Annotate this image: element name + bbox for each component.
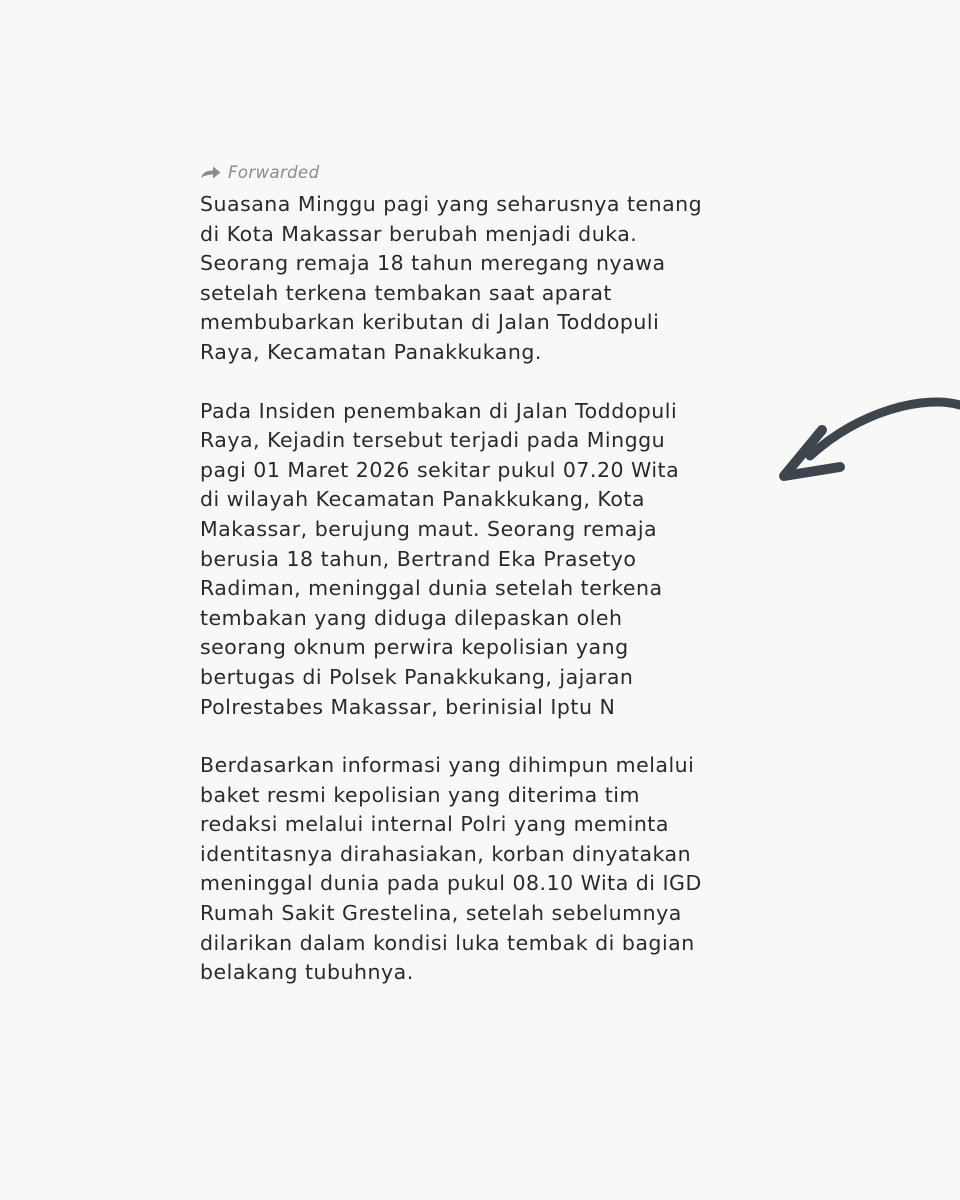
text-line: dilarikan dalam kondisi luka tembak di bagian	[200, 930, 695, 955]
text-line: meninggal dunia pada pukul 08.10 Wita di IGD	[200, 871, 702, 896]
text-line: identitasnya dirahasiakan, korban dinyatakan	[200, 841, 692, 866]
message-paragraph-2	[200, 397, 760, 723]
text-line: Raya, Kecamatan Panakkukang.	[200, 339, 542, 364]
text-line: berusia 18 tahun, Bertrand Eka Prasetyo	[200, 546, 637, 571]
forwarded-message[interactable]	[200, 158, 760, 988]
text-line: seorang oknum perwira kepolisian yang	[200, 635, 629, 660]
text-line: Rumah Sakit Grestelina, setelah sebelumnya	[200, 901, 682, 926]
forwarded-label: Forwarded	[228, 162, 320, 182]
curved-pointer-arrow-icon	[760, 380, 960, 500]
text-line: baket resmi kepolisian yang diterima tim	[200, 782, 640, 807]
text-line: Seorang remaja 18 tahun meregang nyawa	[200, 251, 666, 276]
text-line: setelah terkena tembakan saat aparat	[200, 280, 612, 305]
text-line: di wilayah Kecamatan Panakkukang, Kota	[200, 487, 645, 512]
text-line: redaksi melalui internal Polri yang meminta	[200, 812, 669, 837]
text-line: tembakan yang diduga dilepaskan oleh	[200, 605, 623, 630]
text-line: Pada Insiden penembakan di Jalan Toddopuli	[200, 398, 678, 423]
text-line: Polrestabes Makassar, berinisial Iptu N	[200, 694, 616, 719]
text-line: Radiman, meninggal dunia setelah terkena	[200, 576, 663, 601]
text-line: di Kota Makassar berubah menjadi duka.	[200, 221, 638, 246]
text-line: Raya, Kejadin tersebut terjadi pada Minggu	[200, 428, 666, 453]
text-line: Makassar, berujung maut. Seorang remaja	[200, 516, 658, 541]
text-line: bertugas di Polsek Panakkukang, jajaran	[200, 664, 634, 689]
text-line: pagi 01 Maret 2026 sekitar pukul 07.20 Wita	[200, 457, 680, 482]
message-paragraph-1	[200, 190, 760, 368]
text-line: Berdasarkan informasi yang dihimpun melalui	[200, 753, 695, 778]
text-line: membubarkan keributan di Jalan Toddopuli	[200, 310, 660, 335]
forwarded-header	[200, 158, 760, 186]
text-line: Suasana Minggu pagi yang seharusnya tenang	[200, 192, 703, 216]
text-line: belakang tubuhnya.	[200, 960, 414, 985]
message-paragraph-3	[200, 751, 760, 988]
forward-arrow-icon	[200, 163, 222, 181]
